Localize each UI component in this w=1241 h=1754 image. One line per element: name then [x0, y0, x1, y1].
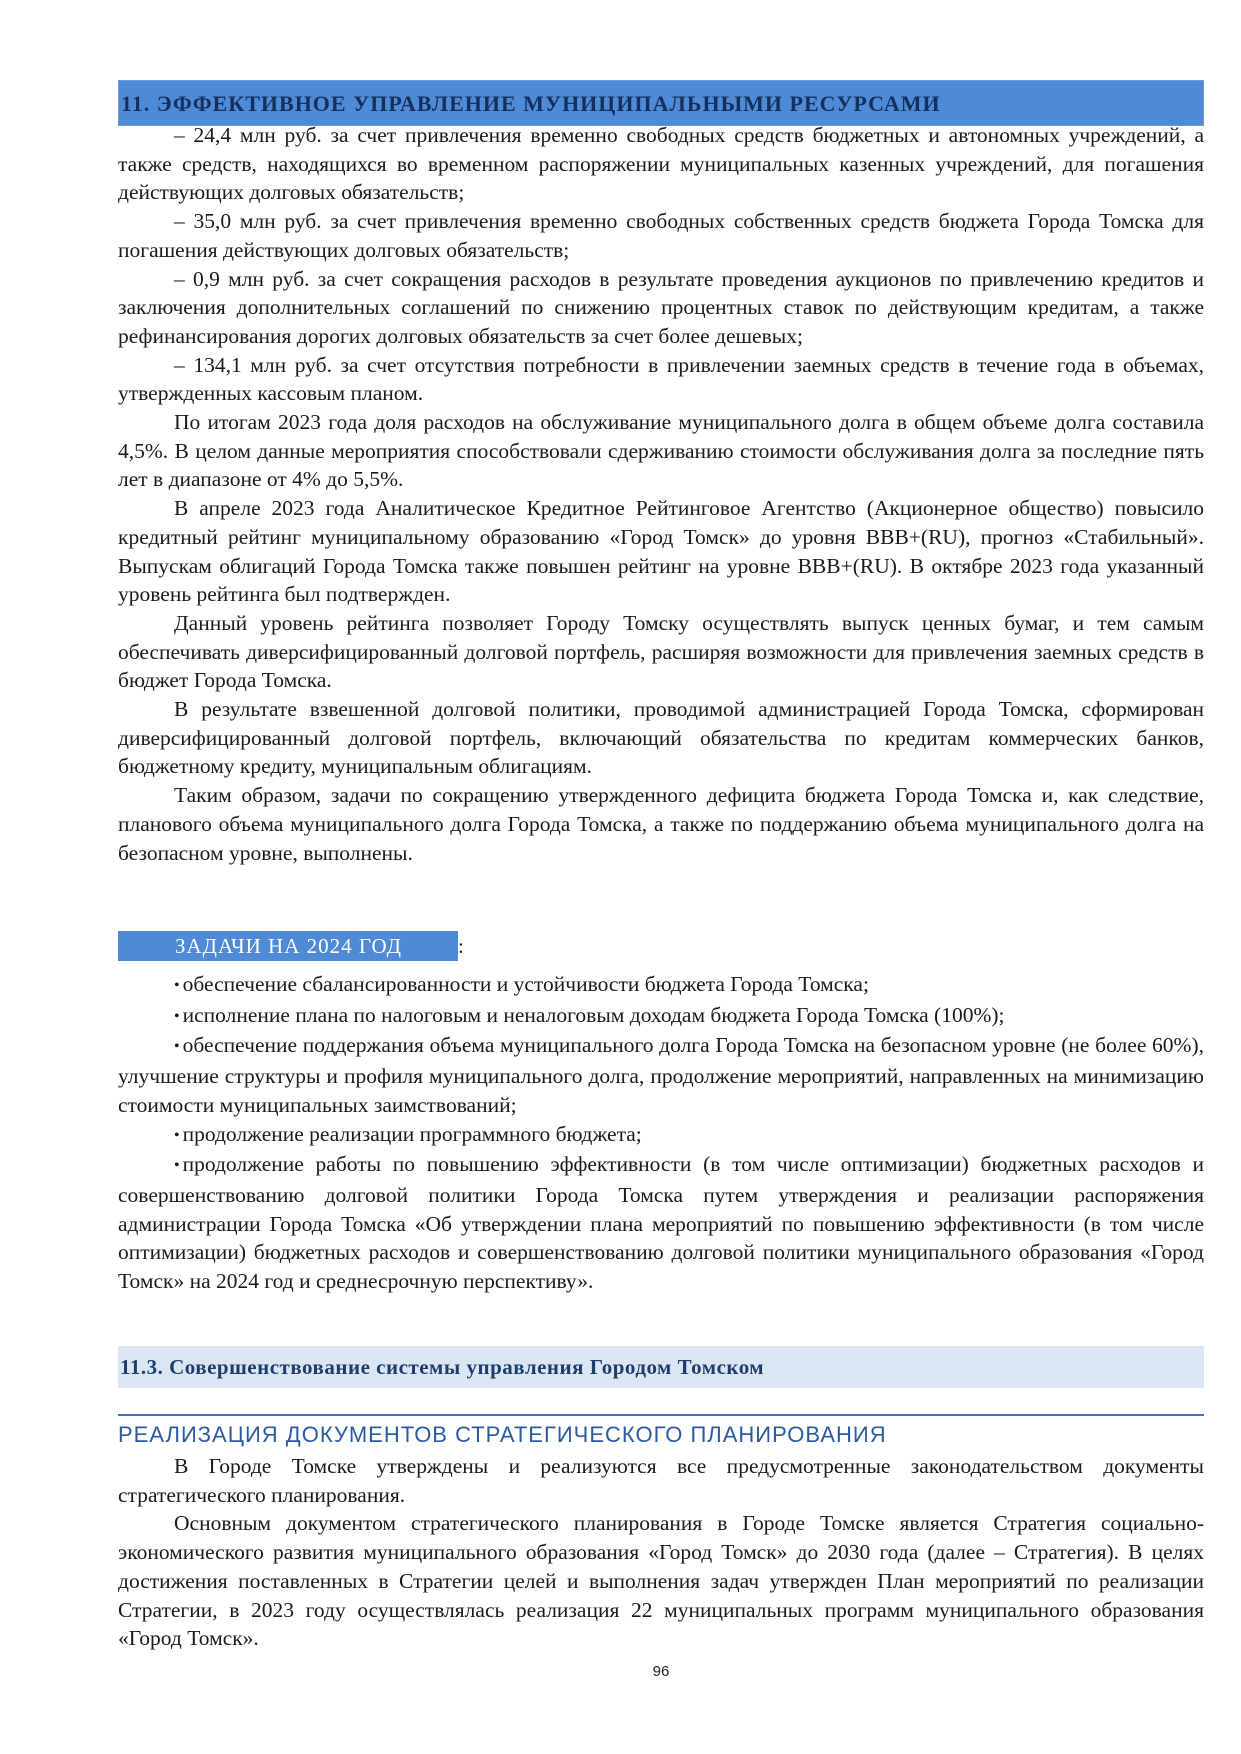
task-text: продолжение работы по повышению эффективности (в том числе оптимизации) бюджетных расходов и совершенствованию долговой политики Города Томска путем утверждения и реализации распоряжения администрации Города Томска «Об утверждении плана мероприятий по повышению эффективности (в том числе оптимизации) бюджетных расходов и совершенствованию долговой политики муниципального образования «Город Томск» на 2024 год и среднесрочную перспективу». — [118, 1152, 1204, 1294]
task-text: обеспечение поддержания объема муниципального долга Города Томска на безопасном уровне (не более 60%), улучшение структуры и профиля муниципального долга, продолжение мероприятий, направленных на минимизацию стоимости муниципальных заимствований; — [118, 1033, 1204, 1117]
task-item — [118, 1031, 1204, 1119]
bullet-icon: • — [174, 1157, 180, 1175]
debt-measure-item: – 0,9 млн руб. за счет сокращения расходов в результате проведения аукционов по привлечению кредитов и заключения дополнительных соглашений по снижению процентных ставок по действующим кредитам, а также рефинансирования дорогих долговых обязательств за счет более дешевых; — [118, 266, 1204, 348]
bullet-icon: • — [174, 1038, 180, 1056]
task-text: обеспечение сбалансированности и устойчивости бюджета Города Томска; — [182, 972, 869, 996]
paragraph: По итогам 2023 года доля расходов на обслуживание муниципального долга в общем объеме долга составила 4,5%. В целом данные мероприятия способствовали сдерживанию стоимости обслуживания долга за последние пять лет в диапазоне от 4% до 5,5%. — [118, 410, 1204, 492]
task-text: продолжение реализации программного бюджета; — [182, 1121, 642, 1146]
paragraph: Основным документом стратегического планирования в Городе Томске является Стратегия социально-экономического развития муниципального образования «Город Томск» до 2030 года (далее – Стратегия). В целях достижения поставленных в Стратегии целей и выполнения задач утвержден План мероприятий по реализации Стратегии, в 2023 году осуществлялась реализация 22 муниципальных программ муниципального образования «Город Томск». — [118, 1511, 1204, 1651]
paragraph: Таким образом, задачи по сокращению утвержденного дефицита бюджета Города Томска и, как следствие, планового объема муниципального долга Города Томска, а также по поддержанию объема муниципального долга на безопасном уровне, выполнены. — [118, 783, 1204, 865]
bullet-icon: • — [174, 1126, 180, 1144]
paragraph: В результате взвешенной долговой политики, проводимой администрацией Города Томска, сформирован диверсифицированный долговой портфель, включающий обязательства по кредитам коммерческих банков, бюджетному кредиту, муниципальным облигациям. — [118, 697, 1204, 779]
task-item — [118, 970, 1204, 1001]
task-item — [118, 1150, 1204, 1296]
tasks-heading: ЗАДАЧИ НА 2024 ГОД — [118, 931, 458, 961]
debt-measures-block — [118, 121, 1204, 867]
debt-measure-item: – 134,1 млн руб. за счет отсутствия потребности в привлечении заемных средств в течение года в объемах, утвержденных кассовым планом. — [118, 352, 1204, 406]
tasks-list — [118, 970, 1204, 1296]
debt-measure-item: – 24,4 млн руб. за счет привлечения временно свободных средств бюджетных и автономных учреждений, а также средств, находящихся во временном распоряжении муниципальных казенных учреждений, для погашения действующих долговых обязательств; — [118, 123, 1204, 205]
task-item — [118, 1120, 1204, 1151]
page-number: 96 — [652, 1663, 670, 1680]
paragraph: В Городе Томске утверждены и реализуются все предусмотренные законодательством документы стратегического планирования. — [118, 1454, 1204, 1507]
bullet-icon: • — [174, 977, 180, 994]
section-title: 11.3. Совершенствование системы управления Городом Томском — [118, 1346, 1204, 1388]
task-text: исполнение плана по налоговым и неналоговым доходам бюджета Города Томска (100%); — [182, 1002, 1005, 1027]
debt-measure-item: – 35,0 млн руб. за счет привлечения временно свободных собственных средств бюджета Города Томска для погашения действующих долговых обязательств; — [118, 209, 1204, 262]
subsection-title: РЕАЛИЗАЦИЯ ДОКУМЕНТОВ СТРАТЕГИЧЕСКОГО ПЛАНИРОВАНИЯ — [118, 1422, 887, 1447]
chapter-title: 11. ЭФФЕКТИВНОЕ УПРАВЛЕНИЕ МУНИЦИПАЛЬНЫМИ РЕСУРСАМИ — [118, 80, 1204, 126]
bullet-icon: • — [174, 1007, 180, 1025]
tasks-heading-colon: : — [458, 934, 464, 958]
section-divider — [118, 1414, 1204, 1416]
strategy-block — [118, 1452, 1204, 1653]
paragraph: Данный уровень рейтинга позволяет Городу Томску осуществлять выпуск ценных бумаг, и тем самым обеспечивать диверсифицированный долговой портфель, расширяя возможности для привлечения заемных средств в бюджет Города Томска. — [118, 610, 1204, 693]
paragraph: В апреле 2023 года Аналитическое Кредитное Рейтинговое Агентство (Акционерное общество) повысило кредитный рейтинг муниципальному образованию «Город Томск» до уровня BBB+(RU), прогноз «Стабильный». Выпускам облигаций Города Томска также повышен рейтинг на уровне BBB+(RU). В октябре 2023 года указанный уровень рейтинга был подтвержден. — [118, 496, 1204, 607]
task-item — [118, 1001, 1204, 1032]
